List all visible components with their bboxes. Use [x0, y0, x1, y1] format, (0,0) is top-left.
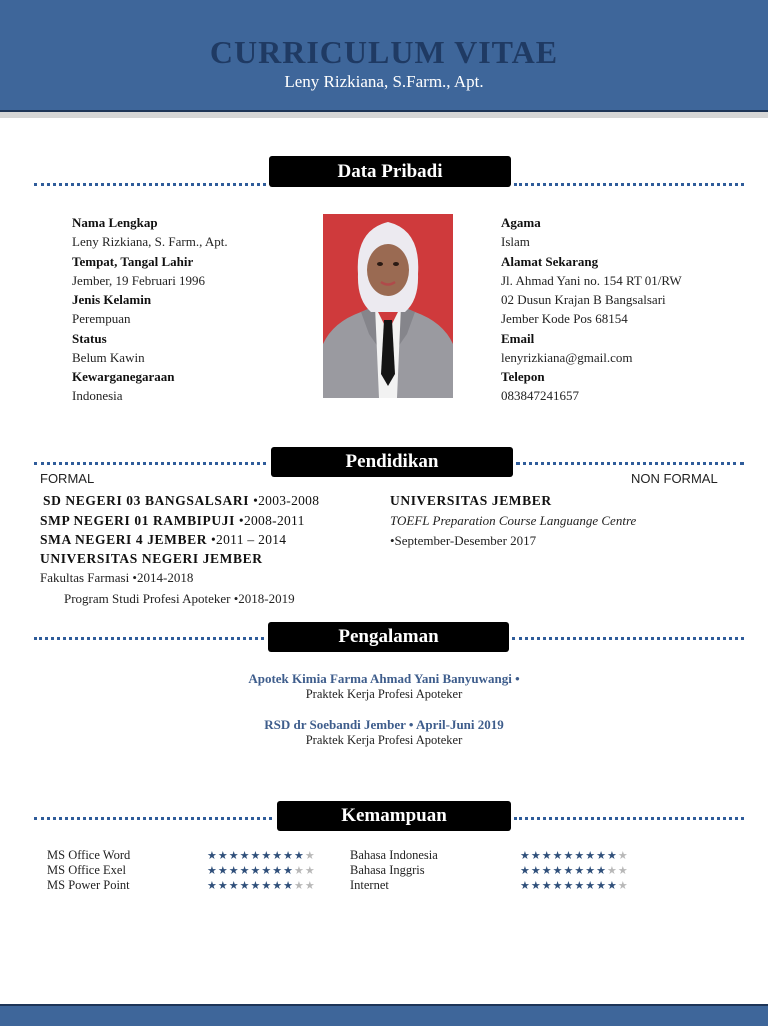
- star-filled-icon: ★: [228, 850, 240, 862]
- skill-rating-stars: [520, 849, 629, 862]
- star-filled-icon: ★: [530, 880, 542, 892]
- section-divider-left: [34, 462, 266, 465]
- personal-value-status: Belum Kawin: [72, 350, 145, 365]
- star-filled-icon: ★: [207, 850, 218, 862]
- personal-label-phone: Telepon: [501, 369, 545, 384]
- personal-label-status: Status: [72, 331, 107, 346]
- star-filled-icon: ★: [283, 865, 294, 877]
- education-smp: [40, 513, 305, 529]
- star-filled-icon: ★: [596, 865, 607, 877]
- star-filled-icon: ★: [563, 850, 575, 862]
- education-sd-name: SD NEGERI 03 BANGSALSARI: [43, 493, 250, 508]
- star-filled-icon: ★: [530, 850, 542, 862]
- star-filled-icon: ★: [283, 880, 294, 892]
- skill-name: Bahasa Inggris: [350, 863, 425, 877]
- personal-value-religion: Islam: [501, 234, 530, 249]
- section-divider-left: [34, 183, 266, 186]
- star-filled-icon: ★: [239, 865, 251, 877]
- skill-rating-stars: [207, 864, 316, 877]
- star-empty-icon: ★: [617, 850, 629, 862]
- star-filled-icon: ★: [250, 865, 262, 877]
- star-filled-icon: ★: [552, 865, 564, 877]
- section-divider-left: [34, 637, 264, 640]
- personal-label-religion: Agama: [501, 215, 541, 230]
- star-filled-icon: ★: [217, 865, 229, 877]
- section-divider-right: [514, 817, 744, 820]
- experience-title: Apotek Kimia Farma Ahmad Yani Banyuwangi •: [248, 671, 520, 686]
- star-filled-icon: ★: [217, 850, 229, 862]
- header-shadow: [0, 112, 768, 118]
- star-filled-icon: ★: [272, 850, 284, 862]
- star-filled-icon: ★: [563, 880, 575, 892]
- section-divider-right: [516, 462, 744, 465]
- star-filled-icon: ★: [283, 850, 294, 862]
- star-empty-icon: ★: [294, 880, 305, 892]
- star-empty-icon: ★: [617, 865, 629, 877]
- star-filled-icon: ★: [574, 880, 586, 892]
- star-filled-icon: ★: [607, 850, 618, 862]
- experience-title: RSD dr Soebandi Jember • April-Juni 2019: [264, 717, 504, 732]
- education-sd-years: •2003-2008: [253, 493, 320, 508]
- skill-rating-stars: [207, 849, 316, 862]
- personal-value-address-line2: 02 Dusun Krajan B Bangsalsari: [501, 292, 666, 307]
- skill-name: MS Office Exel: [47, 863, 126, 877]
- section-divider-right: [512, 637, 744, 640]
- star-filled-icon: ★: [261, 865, 273, 877]
- education-nonformal-university: UNIVERSITAS JEMBER: [390, 493, 552, 508]
- star-filled-icon: ★: [228, 865, 240, 877]
- section-title-education: Pendidikan: [271, 447, 513, 477]
- star-empty-icon: ★: [304, 850, 316, 862]
- skill-rating-stars: [207, 879, 316, 892]
- star-filled-icon: ★: [552, 850, 564, 862]
- personal-label-name: Nama Lengkap: [72, 215, 158, 230]
- star-filled-icon: ★: [272, 880, 284, 892]
- skill-rating-stars: [520, 879, 629, 892]
- star-filled-icon: ★: [228, 880, 240, 892]
- personal-value-name: Leny Rizkiana, S. Farm., Apt.: [72, 234, 228, 249]
- star-filled-icon: ★: [207, 880, 218, 892]
- star-filled-icon: ★: [261, 850, 273, 862]
- education-nonformal-course: TOEFL Preparation Course Languange Centre: [390, 513, 637, 528]
- footer-banner: [0, 1004, 768, 1026]
- star-filled-icon: ★: [239, 880, 251, 892]
- star-filled-icon: ★: [574, 850, 586, 862]
- personal-label-nationality: Kewarganegaraan: [72, 369, 175, 384]
- star-filled-icon: ★: [272, 865, 284, 877]
- star-empty-icon: ★: [304, 880, 316, 892]
- profile-photo: [323, 214, 453, 398]
- experience-subtitle: Praktek Kerja Profesi Apoteker: [305, 733, 463, 747]
- skill-name: MS Office Word: [47, 848, 131, 862]
- star-empty-icon: ★: [304, 865, 316, 877]
- cv-title: CURRICULUM VITAE: [209, 34, 559, 70]
- star-filled-icon: ★: [541, 880, 553, 892]
- section-divider-left: [34, 817, 272, 820]
- personal-label-address: Alamat Sekarang: [501, 254, 599, 269]
- personal-label-email: Email: [501, 331, 535, 346]
- education-sma-name: SMA NEGERI 4 JEMBER: [40, 532, 208, 547]
- personal-label-birth: Tempat, Tangal Lahir: [72, 254, 194, 269]
- star-filled-icon: ★: [294, 850, 305, 862]
- skill-rating-stars: [520, 864, 629, 877]
- star-empty-icon: ★: [617, 880, 629, 892]
- section-divider-right: [514, 183, 744, 186]
- section-title-skills: Kemampuan: [277, 801, 511, 831]
- star-filled-icon: ★: [520, 850, 531, 862]
- star-empty-icon: ★: [607, 865, 618, 877]
- star-filled-icon: ★: [563, 865, 575, 877]
- skill-name: Internet: [350, 878, 389, 892]
- skill-name: Bahasa Indonesia: [350, 848, 438, 862]
- star-filled-icon: ★: [541, 865, 553, 877]
- star-filled-icon: ★: [585, 850, 597, 862]
- education-sma: [40, 532, 286, 548]
- personal-value-phone: 083847241657: [501, 388, 579, 403]
- star-filled-icon: ★: [261, 880, 273, 892]
- cv-name: Leny Rizkiana, S.Farm., Apt.: [284, 72, 484, 91]
- education-nonformal-date: •September-Desember 2017: [390, 533, 537, 548]
- star-filled-icon: ★: [239, 850, 251, 862]
- education-formal-label: FORMAL: [40, 471, 95, 486]
- personal-value-birth: Jember, 19 Februari 1996: [72, 273, 206, 288]
- education-smp-years: •2008-2011: [238, 513, 305, 528]
- star-filled-icon: ★: [607, 880, 618, 892]
- profile-photo-illustration: [323, 214, 453, 398]
- star-filled-icon: ★: [250, 880, 262, 892]
- skill-name: MS Power Point: [47, 878, 130, 892]
- education-university: UNIVERSITAS NEGERI JEMBER: [40, 551, 263, 566]
- education-sd: [43, 493, 319, 509]
- personal-value-email: lenyrizkiana@gmail.com: [501, 350, 633, 365]
- education-smp-name: SMP NEGERI 01 RAMBIPUJI: [40, 513, 235, 528]
- section-title-experience: Pengalaman: [268, 622, 509, 652]
- personal-value-nationality: Indonesia: [72, 388, 123, 403]
- personal-value-address-line3: Jember Kode Pos 68154: [501, 311, 628, 326]
- star-filled-icon: ★: [217, 880, 229, 892]
- experience-subtitle: Praktek Kerja Profesi Apoteker: [305, 687, 463, 701]
- personal-label-gender: Jenis Kelamin: [72, 292, 152, 307]
- education-faculty: Fakultas Farmasi •2014-2018: [40, 570, 194, 585]
- star-filled-icon: ★: [520, 865, 531, 877]
- star-filled-icon: ★: [520, 880, 531, 892]
- education-nonformal-label: NON FORMAL: [631, 471, 718, 486]
- star-filled-icon: ★: [596, 880, 607, 892]
- education-profession: Program Studi Profesi Apoteker •2018-2019: [64, 591, 295, 606]
- star-filled-icon: ★: [207, 865, 218, 877]
- star-filled-icon: ★: [574, 865, 586, 877]
- personal-value-address-line1: Jl. Ahmad Yani no. 154 RT 01/RW: [501, 273, 682, 288]
- section-title-personal: Data Pribadi: [269, 156, 511, 187]
- star-filled-icon: ★: [250, 850, 262, 862]
- star-empty-icon: ★: [294, 865, 305, 877]
- star-filled-icon: ★: [585, 865, 597, 877]
- star-filled-icon: ★: [585, 880, 597, 892]
- star-filled-icon: ★: [530, 865, 542, 877]
- star-filled-icon: ★: [596, 850, 607, 862]
- star-filled-icon: ★: [541, 850, 553, 862]
- personal-value-gender: Perempuan: [72, 311, 131, 326]
- star-filled-icon: ★: [552, 880, 564, 892]
- education-sma-years: •2011 – 2014: [211, 532, 287, 547]
